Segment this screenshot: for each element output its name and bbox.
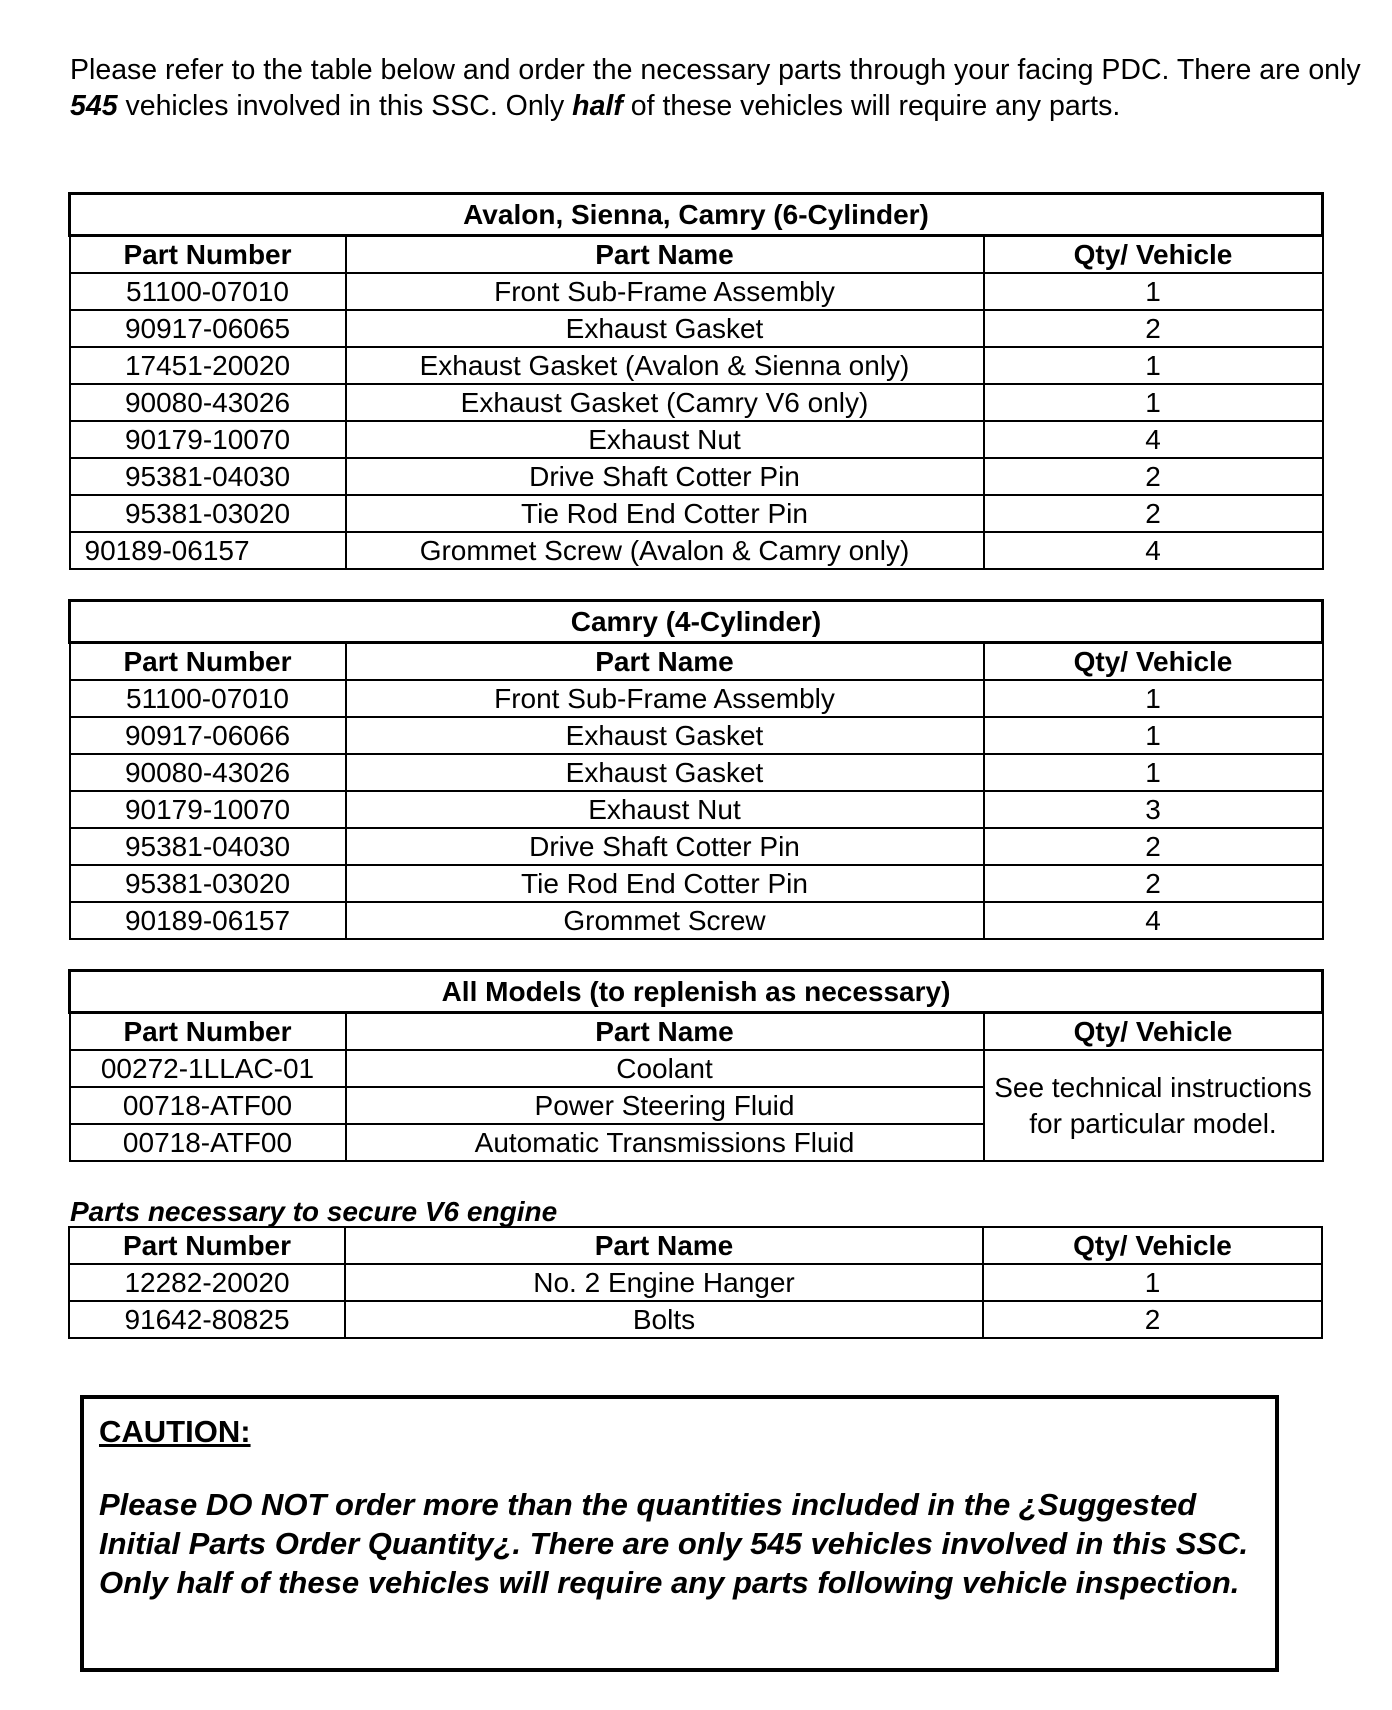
parts-table-v6 [68, 192, 1324, 570]
part-qty: 3 [984, 791, 1323, 828]
table-row [70, 902, 1323, 939]
part-number: 91642-80825 [69, 1301, 345, 1338]
part-number: 90917-06065 [70, 310, 346, 347]
header-qty: Qty/ Vehicle [984, 643, 1323, 681]
part-name: Tie Rod End Cotter Pin [346, 865, 984, 902]
header-qty: Qty/ Vehicle [984, 236, 1323, 274]
part-number: 90080-43026 [70, 754, 346, 791]
part-number: 95381-03020 [70, 865, 346, 902]
header-part-name: Part Name [346, 643, 984, 681]
table-row [70, 384, 1323, 421]
table-title: All Models (to replenish as necessary) [70, 971, 1323, 1013]
intro-text-2: vehicles involved in this SSC. Only [117, 90, 573, 122]
part-qty: 2 [984, 495, 1323, 532]
part-name: Exhaust Nut [346, 421, 984, 458]
table-row [70, 421, 1323, 458]
part-name: Drive Shaft Cotter Pin [346, 828, 984, 865]
part-name: No. 2 Engine Hanger [345, 1264, 983, 1301]
header-qty: Qty/ Vehicle [983, 1227, 1322, 1264]
table-title: Camry (4-Cylinder) [70, 601, 1323, 643]
part-name: Automatic Transmissions Fluid [346, 1124, 984, 1161]
caution-text: Please DO NOT order more than the quantities included in the ¿Suggested Initial Parts Order Quantity¿. There are only 545 vehicles involved in this SSC. Only half of these vehicles will require any parts following vehicle inspection. [99, 1487, 1249, 1600]
table-row [70, 310, 1323, 347]
part-number: 90179-10070 [70, 421, 346, 458]
part-qty: 1 [984, 717, 1323, 754]
part-qty: 4 [984, 902, 1323, 939]
caution-heading: CAUTION: [99, 1414, 251, 1449]
header-part-number: Part Number [70, 236, 346, 274]
table-row [70, 680, 1323, 717]
table-row [70, 1050, 1323, 1087]
intro-paragraph [70, 52, 1370, 124]
table-row [70, 273, 1323, 310]
table-row [69, 1301, 1322, 1338]
table-row [70, 458, 1323, 495]
table-row [70, 791, 1323, 828]
parts-table-4cyl [68, 599, 1324, 940]
part-qty: 2 [983, 1301, 1322, 1338]
intro-text-1: Please refer to the table below and order the necessary parts through your facing PDC. There are only [70, 54, 1361, 86]
part-number: 95381-04030 [70, 458, 346, 495]
part-name: Grommet Screw [346, 902, 984, 939]
part-number: 90189-06157 [70, 532, 346, 569]
parts-table-engine [68, 1226, 1323, 1339]
parts-table-all-models [68, 969, 1324, 1162]
part-name: Exhaust Gasket [346, 310, 984, 347]
table-row [70, 495, 1323, 532]
part-number: 51100-07010 [70, 273, 346, 310]
vehicle-count: 545 [70, 90, 118, 122]
table-row [70, 717, 1323, 754]
part-qty: 4 [984, 421, 1323, 458]
header-part-name: Part Name [346, 236, 984, 274]
header-part-number: Part Number [70, 643, 346, 681]
part-name: Grommet Screw (Avalon & Camry only) [346, 532, 984, 569]
part-name: Power Steering Fluid [346, 1087, 984, 1124]
part-name: Exhaust Gasket (Avalon & Sienna only) [346, 347, 984, 384]
part-number: 90080-43026 [70, 384, 346, 421]
part-name: Drive Shaft Cotter Pin [346, 458, 984, 495]
part-qty: 1 [984, 754, 1323, 791]
qty-note: See technical instructions for particular model. [984, 1050, 1323, 1161]
part-number: 95381-04030 [70, 828, 346, 865]
part-number: 51100-07010 [70, 680, 346, 717]
part-number: 00718-ATF00 [70, 1124, 346, 1161]
part-qty: 1 [984, 273, 1323, 310]
part-qty: 1 [983, 1264, 1322, 1301]
part-number: 95381-03020 [70, 495, 346, 532]
part-qty: 2 [984, 828, 1323, 865]
table-row [70, 754, 1323, 791]
part-qty: 2 [984, 458, 1323, 495]
header-part-name: Part Name [346, 1013, 984, 1051]
header-part-number: Part Number [69, 1227, 345, 1264]
engine-parts-subtitle: Parts necessary to secure V6 engine [70, 1196, 558, 1227]
table-row [70, 532, 1323, 569]
caution-box [80, 1395, 1279, 1672]
header-qty: Qty/ Vehicle [984, 1013, 1323, 1051]
half-emphasis: half [572, 90, 623, 122]
part-name: Exhaust Gasket [346, 717, 984, 754]
part-qty: 4 [984, 532, 1323, 569]
header-part-name: Part Name [345, 1227, 983, 1264]
part-number: 90189-06157 [70, 902, 346, 939]
part-number: 12282-20020 [69, 1264, 345, 1301]
part-name: Exhaust Gasket (Camry V6 only) [346, 384, 984, 421]
part-name: Bolts [345, 1301, 983, 1338]
part-name: Exhaust Nut [346, 791, 984, 828]
table-row [70, 347, 1323, 384]
part-number: 00272-1LLAC-01 [70, 1050, 346, 1087]
part-name: Exhaust Gasket [346, 754, 984, 791]
part-name: Front Sub-Frame Assembly [346, 273, 984, 310]
part-name: Tie Rod End Cotter Pin [346, 495, 984, 532]
part-number: 00718-ATF00 [70, 1087, 346, 1124]
part-name: Front Sub-Frame Assembly [346, 680, 984, 717]
part-qty: 1 [984, 384, 1323, 421]
table-row [69, 1264, 1322, 1301]
part-number: 90179-10070 [70, 791, 346, 828]
intro-text-3: of these vehicles will require any parts. [622, 90, 1121, 122]
part-qty: 2 [984, 310, 1323, 347]
table-row [70, 828, 1323, 865]
part-number: 90917-06066 [70, 717, 346, 754]
part-qty: 2 [984, 865, 1323, 902]
header-part-number: Part Number [70, 1013, 346, 1051]
part-qty: 1 [984, 347, 1323, 384]
part-number: 17451-20020 [70, 347, 346, 384]
table-row [70, 865, 1323, 902]
part-name: Coolant [346, 1050, 984, 1087]
table-title: Avalon, Sienna, Camry (6-Cylinder) [70, 194, 1323, 236]
part-qty: 1 [984, 680, 1323, 717]
